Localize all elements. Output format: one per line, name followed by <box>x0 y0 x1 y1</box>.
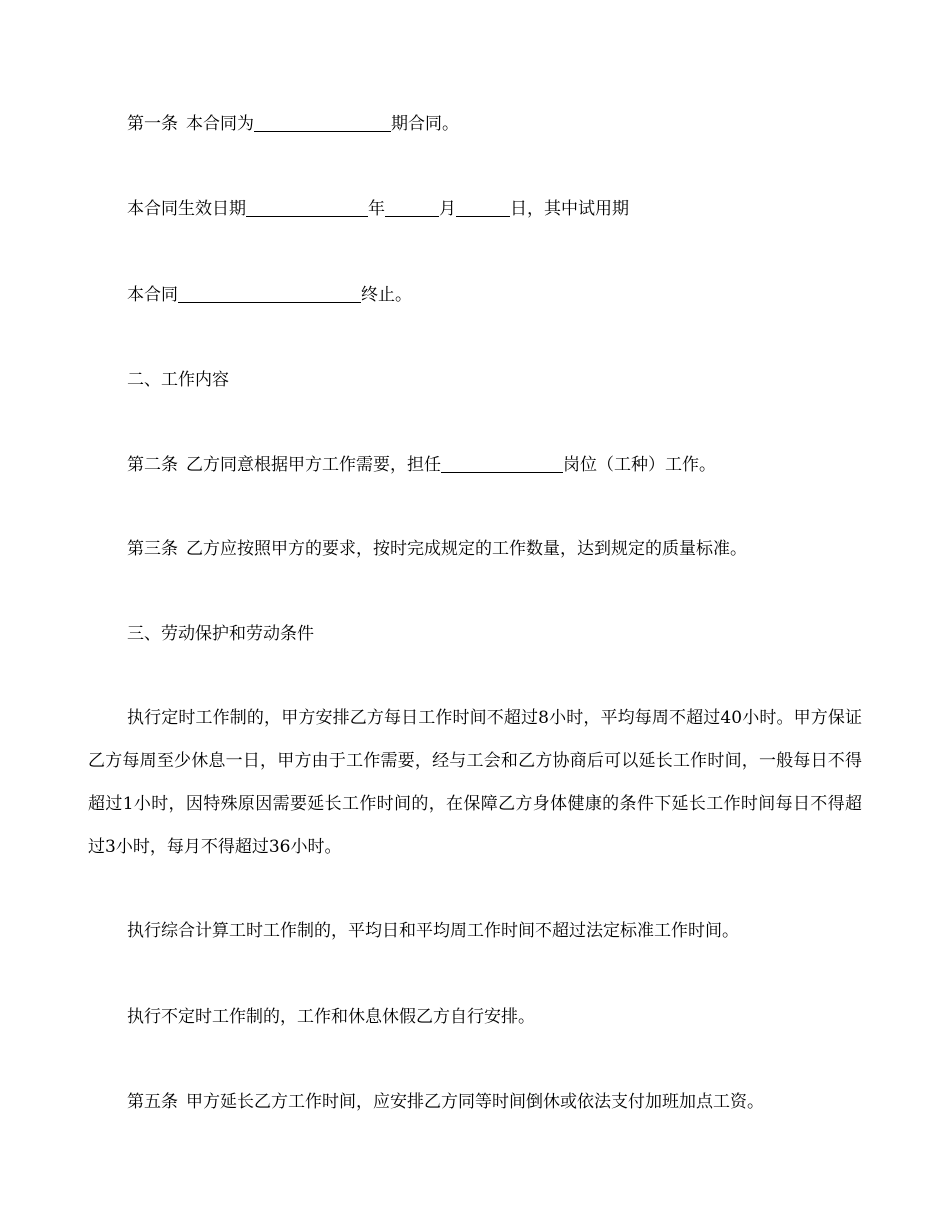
article-3-label: 第三条 <box>127 539 178 559</box>
effective-year-blank[interactable] <box>246 198 368 217</box>
article-2-line <box>127 453 716 477</box>
article-3-line <box>127 537 747 561</box>
effective-date-line <box>127 197 629 221</box>
year-label: 年 <box>368 199 385 219</box>
termination-pre-text: 本合同 <box>127 285 178 305</box>
comprehensive-hours-paragraph: 执行综合计算工时工作制的，平均日和平均周工作时间不超过法定标准工作时间。 <box>127 921 739 941</box>
termination-line <box>127 283 412 307</box>
article-5-text: 甲方延长乙方工作时间，应安排乙方同等时间倒休或依法支付加班加点工资。 <box>186 1092 764 1112</box>
article-1-post-text: 期合同。 <box>391 114 459 134</box>
flexible-hours-paragraph: 执行不定时工作制的，工作和休息休假乙方自行安排。 <box>127 1007 535 1027</box>
article-5-label: 第五条 <box>127 1092 178 1112</box>
section-2-heading: 二、工作内容 <box>127 370 229 390</box>
article-3-text: 乙方应按照甲方的要求，按时完成规定的工作数量，达到规定的质量标准。 <box>186 539 747 559</box>
fixed-hours-paragraph: 执行定时工作制的，甲方安排乙方每日工作时间不超过8小时，平均每周不超过40小时。甲方保证乙方每周至少休息一日，甲方由于工作需要，经与工会和乙方协商后可以延长工作时间，一般每日不得超过1小时，因特殊原因需要延长工作时间的，在保障乙方身体健康的条件下延长工作时间每日不得超过3小时，每月不得超过36小时。 <box>88 708 862 857</box>
termination-post-text: 终止。 <box>361 285 412 305</box>
contract-term-blank[interactable] <box>254 113 391 132</box>
article-1-line <box>127 112 459 136</box>
article-2-pre-text: 乙方同意根据甲方工作需要，担任 <box>186 455 441 475</box>
article-5-line <box>127 1090 764 1114</box>
section-3-heading: 三、劳动保护和劳动条件 <box>127 624 314 644</box>
article-1-pre-text: 本合同为 <box>186 114 254 134</box>
termination-date-blank[interactable] <box>178 284 361 303</box>
day-probation-text: 日，其中试用期 <box>510 199 629 219</box>
effective-day-blank[interactable] <box>456 198 510 217</box>
position-blank[interactable] <box>441 454 563 473</box>
effective-date-pre-text: 本合同生效日期 <box>127 199 246 219</box>
month-label: 月 <box>439 199 456 219</box>
article-2-post-text: 岗位（工种）工作。 <box>563 455 716 475</box>
article-1-label: 第一条 <box>127 114 178 134</box>
effective-month-blank[interactable] <box>385 198 439 217</box>
article-2-label: 第二条 <box>127 455 178 475</box>
